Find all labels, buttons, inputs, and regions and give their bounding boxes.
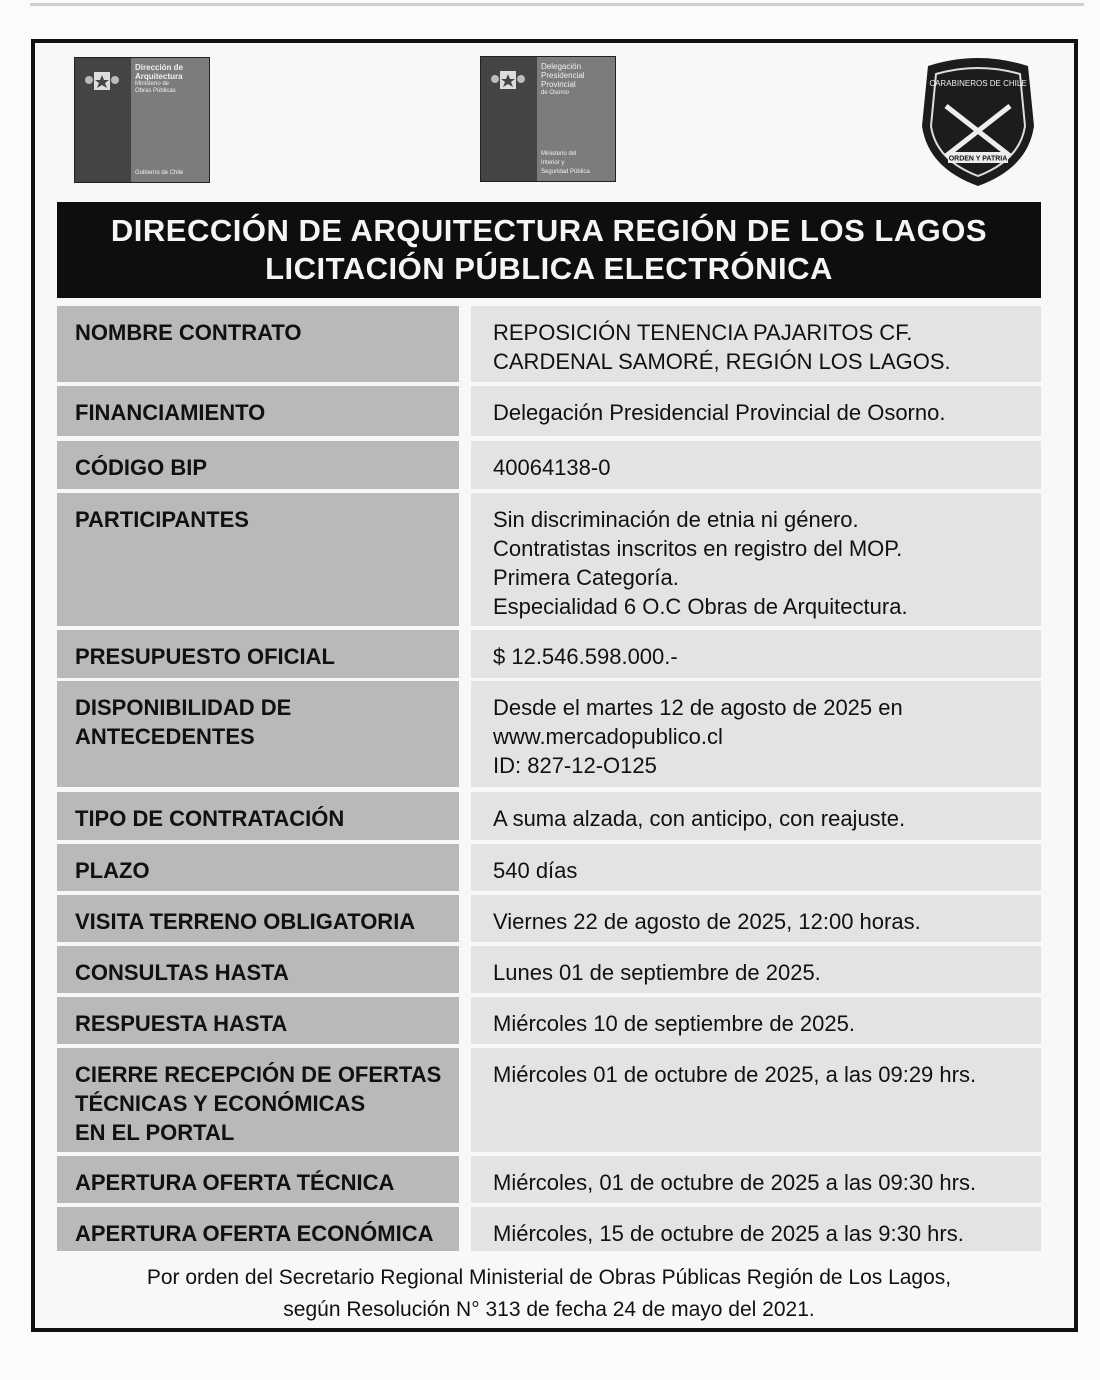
delegacion-logo bbox=[480, 56, 616, 182]
chile-coat-of-arms-icon bbox=[491, 65, 525, 95]
row-label: TIPO DE CONTRATACIÓN bbox=[57, 792, 459, 840]
table-row bbox=[57, 1207, 1041, 1251]
row-label: NOMBRE CONTRATO bbox=[57, 306, 459, 382]
row-value: Lunes 01 de septiembre de 2025. bbox=[471, 946, 1041, 993]
row-label: VISITA TERRENO OBLIGATORIA bbox=[57, 895, 459, 942]
row-label: RESPUESTA HASTA bbox=[57, 997, 459, 1044]
table-row bbox=[57, 681, 1041, 787]
table-row bbox=[57, 493, 1041, 626]
row-value: Miércoles, 15 de octubre de 2025 a las 9:30 hrs. bbox=[471, 1207, 1041, 1251]
row-label: CÓDIGO BIP bbox=[57, 441, 459, 489]
banner-title: DIRECCIÓN DE ARQUITECTURA REGIÓN DE LOS LAGOS bbox=[110, 213, 988, 248]
table-row bbox=[57, 997, 1041, 1044]
footer-line: Por orden del Secretario Regional Ministerial de Obras Públicas Región de Los Lagos, bbox=[146, 1266, 952, 1289]
logo-line: Dirección de bbox=[135, 63, 184, 72]
logo-footer-line: Seguridad Pública bbox=[541, 169, 590, 175]
table-row bbox=[57, 1156, 1041, 1203]
logo-line: de Osorno bbox=[541, 90, 570, 96]
logo-line: Presidencial bbox=[541, 71, 585, 80]
row-value: REPOSICIÓN TENENCIA PAJARITOS CF. CARDENAL SAMORÉ, REGIÓN LOS LAGOS. bbox=[471, 306, 1041, 382]
banner-subtitle: LICITACIÓN PÚBLICA ELECTRÓNICA bbox=[265, 251, 833, 286]
row-value: Viernes 22 de agosto de 2025, 12:00 horas. bbox=[471, 895, 1041, 942]
logo-line: Obras Públicas bbox=[135, 88, 176, 94]
row-label: CONSULTAS HASTA bbox=[57, 946, 459, 993]
table-row bbox=[57, 895, 1041, 942]
row-label: DISPONIBILIDAD DE ANTECEDENTES bbox=[57, 681, 459, 787]
top-divider bbox=[30, 3, 1084, 6]
shield-top-text: CARABINEROS DE CHILE bbox=[929, 79, 1027, 88]
row-label: APERTURA OFERTA TÉCNICA bbox=[57, 1156, 459, 1203]
footer-note bbox=[57, 1262, 1041, 1326]
logo-footer: Gobierno de Chile bbox=[135, 170, 184, 176]
row-value: Sin discriminación de etnia ni género. Contratistas inscritos en registro del MOP. Primera Categoría. Especialidad 6 O.C Obras de Arquitectura. bbox=[471, 493, 1041, 626]
row-value: Delegación Presidencial Provincial de Osorno. bbox=[471, 386, 1041, 436]
table-row bbox=[57, 946, 1041, 993]
row-value: A suma alzada, con anticipo, con reajuste. bbox=[471, 792, 1041, 840]
row-label: FINANCIAMIENTO bbox=[57, 386, 459, 436]
row-value: $ 12.546.598.000.- bbox=[471, 630, 1041, 678]
logo-line: Provincial bbox=[541, 80, 576, 89]
row-value: Miércoles 01 de octubre de 2025, a las 09:29 hrs. bbox=[471, 1048, 1041, 1152]
table-row bbox=[57, 792, 1041, 840]
logo-line: Ministerio de bbox=[135, 81, 170, 87]
row-label: PLAZO bbox=[57, 844, 459, 891]
row-value: 540 días bbox=[471, 844, 1041, 891]
table-row bbox=[57, 441, 1041, 489]
row-value: 40064138-0 bbox=[471, 441, 1041, 489]
row-value: Miércoles 10 de septiembre de 2025. bbox=[471, 997, 1041, 1044]
row-label: PRESUPUESTO OFICIAL bbox=[57, 630, 459, 678]
row-value: Desde el martes 12 de agosto de 2025 en www.mercadopublico.cl ID: 827-12-O125 bbox=[471, 681, 1041, 787]
carabineros-shield-icon bbox=[918, 56, 1038, 190]
title-banner bbox=[57, 202, 1041, 298]
table-row bbox=[57, 1048, 1041, 1152]
logo-footer-line: Interior y bbox=[541, 160, 565, 166]
row-label: PARTICIPANTES bbox=[57, 493, 459, 626]
arquitectura-logo bbox=[74, 57, 210, 183]
logo-line: Arquitectura bbox=[135, 72, 183, 81]
table-row bbox=[57, 630, 1041, 678]
shield-motto: ORDEN Y PATRIA bbox=[948, 155, 1008, 163]
row-value: Miércoles, 01 de octubre de 2025 a las 09:30 hrs. bbox=[471, 1156, 1041, 1203]
row-label: APERTURA OFERTA ECONÓMICA bbox=[57, 1207, 459, 1251]
footer-line: según Resolución N° 313 de fecha 24 de mayo del 2021. bbox=[283, 1298, 815, 1321]
table-row bbox=[57, 306, 1041, 382]
table-row bbox=[57, 386, 1041, 436]
logo-footer-line: Ministerio del bbox=[541, 151, 577, 157]
logo-line: Delegación bbox=[541, 62, 582, 71]
chile-coat-of-arms-icon bbox=[85, 66, 119, 96]
row-label: CIERRE RECEPCIÓN DE OFERTAS TÉCNICAS Y ECONÓMICAS EN EL PORTAL bbox=[57, 1048, 459, 1152]
table-row bbox=[57, 844, 1041, 891]
